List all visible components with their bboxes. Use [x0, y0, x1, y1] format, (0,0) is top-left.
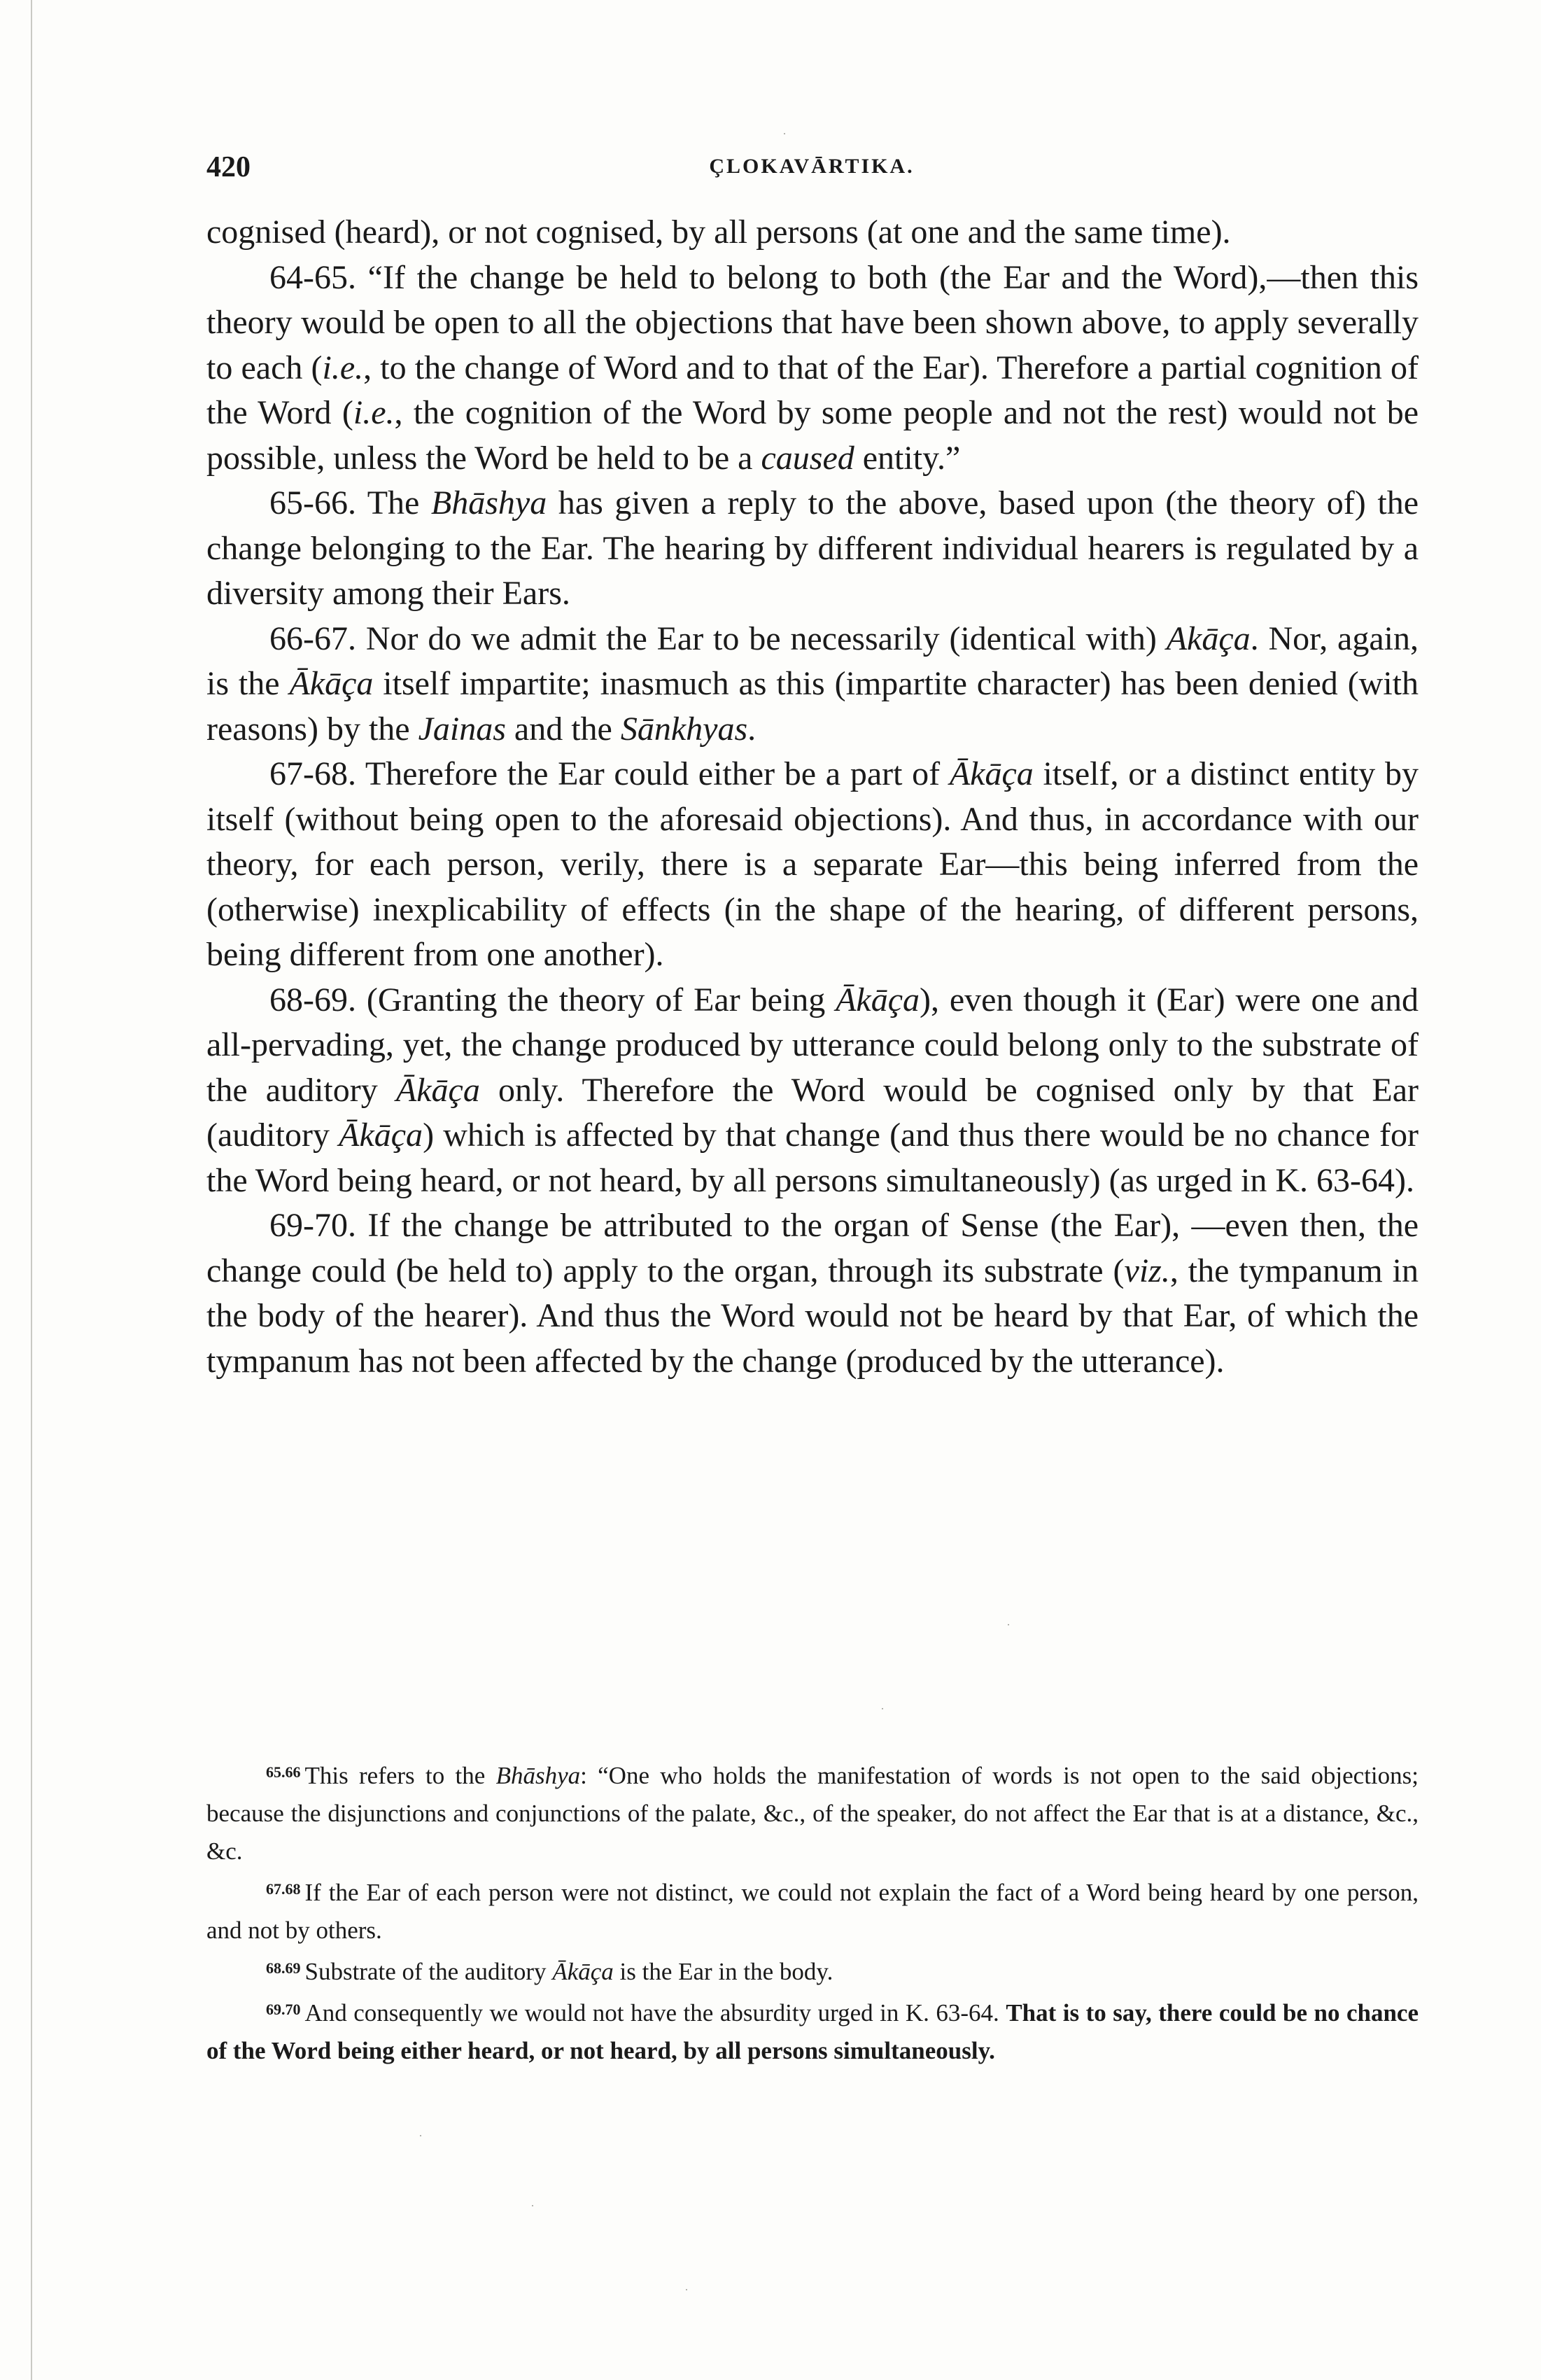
paragraph-text: has given a reply to the above, based upon (the theory of) the change belonging to the Ear. The hearing by different individual hearers is regulated by a diversity among their Ears.	[206, 484, 1419, 612]
scan-speck	[882, 1708, 883, 1709]
paragraph-text: . Nor, again, is the	[206, 620, 1419, 702]
italic-term: Ākāça	[395, 1071, 480, 1109]
verse-number: 68-69.	[269, 981, 356, 1018]
italic-term: Bhāshya	[430, 484, 547, 522]
scan-speck	[1008, 1624, 1009, 1625]
paragraph-65-66	[206, 481, 1419, 617]
paragraph-text: , the cognition of the Word by some people and not the rest) would not be possible, unless the Word be held to be a	[206, 394, 1419, 477]
paragraph-text: ), even though it (Ear) were one and all-pervading, yet, the change produced by utterance could belong only to the substrate of the auditory	[206, 981, 1419, 1109]
verse-number: 64-65.	[269, 258, 356, 296]
footnote-marker: 69.70	[266, 2001, 301, 2018]
paragraph-continuation	[206, 210, 1419, 255]
footnote-marker: 68.69	[266, 1959, 301, 1977]
footnote-68-69	[206, 1949, 1419, 1991]
footnote-text: If the Ear of each person were not distinct, we could not explain the fact of a Word being heard by one person, and not by others.	[206, 1879, 1419, 1944]
paragraph-67-68	[206, 752, 1419, 978]
italic-term: Ākāça	[289, 665, 374, 702]
italic-term: Jainas	[418, 710, 506, 748]
page-number: 420	[206, 151, 251, 183]
verse-number: 69-70.	[269, 1207, 356, 1244]
paragraph-text: Therefore the Ear could either be a part of	[365, 755, 950, 792]
footnote-69-70	[206, 1991, 1419, 2070]
footnote-text: Substrate of the auditory	[304, 1958, 553, 1985]
footnote-67-68	[206, 1870, 1419, 1949]
paragraph-text: only. Therefore the Word would be cognised only by that Ear (auditory	[206, 1071, 1419, 1154]
scan-speck	[686, 2289, 687, 2290]
paragraph-text: , to the change of Word and to that of the Ear). Therefore a partial cognition of the Word (	[206, 349, 1419, 431]
main-text	[206, 210, 1419, 1384]
page-header	[206, 150, 1417, 192]
italic-term: Sānkhyas	[620, 710, 748, 748]
paragraph-text: The	[367, 484, 431, 522]
scan-speck	[420, 2135, 421, 2136]
paragraph-text: entity.”	[854, 439, 961, 477]
italic-term: Ākāça	[339, 1116, 423, 1154]
italic-term: Ākāça	[836, 981, 920, 1018]
italic-term: i.e.	[353, 394, 395, 431]
paragraph-66-67	[206, 617, 1419, 752]
paragraph-64-65	[206, 255, 1419, 482]
paragraph-text: itself, or a distinct entity by itself (without being open to the aforesaid objections). And thus, in accordance with our theory, for each person, verily, there is a separate Ear—this being inferred from the (otherwise) inexplicability of effects (in the shape of the hearing, of different persons, being different from one another).	[206, 755, 1419, 973]
paragraph-text: cognised (heard), or not cognised, by all persons (at one and the same time).	[206, 214, 1231, 251]
paragraph-68-69	[206, 978, 1419, 1204]
verse-number: 66-67.	[269, 620, 356, 657]
running-title: ÇLOKAVĀRTIKA.	[709, 155, 915, 178]
italic-term: caused	[761, 439, 854, 477]
verse-number: 67-68.	[269, 755, 356, 792]
footnote-text: : “One who holds the manifestation of words is not open to the said objections; because the disjunctions and conjunctions of the palate, &c., of the speaker, do not affect the Ear that is at a distance, &c., &c.	[206, 1762, 1419, 1865]
footnote-text: And consequently we would not have the absurdity urged in K. 63-64.	[304, 1999, 999, 2026]
paragraph-text: ) which is affected by that change (and thus there would be no chance for the Word being heard, or not heard, by all persons simultaneously) (as urged in K. 63-64).	[206, 1116, 1419, 1199]
italic-term: Bhāshya	[495, 1762, 581, 1789]
footnote-marker: 65.66	[266, 1763, 301, 1781]
italic-term: i.e.	[322, 349, 364, 386]
paragraph-text: (Granting the theory of Ear being	[366, 981, 836, 1018]
paragraph-text: , the tympanum in the body of the hearer). And thus the Word would not be heard by that Ear, of which the tympanum has not been affected by the change (produced by the utterance).	[206, 1252, 1419, 1380]
paragraph-text: Nor do we admit the Ear to be necessarily (identical with)	[365, 620, 1167, 657]
paragraph-text: “If the change be held to belong to both (the Ear and the Word),—then this theory would be open to all the objections that have been shown above, to apply severally to each (	[206, 258, 1419, 386]
scan-speck	[784, 133, 785, 134]
paragraph-69-70	[206, 1203, 1419, 1384]
italic-term: viz.	[1124, 1252, 1170, 1289]
scan-speck	[532, 2205, 533, 2206]
italic-term: Akāça	[1166, 620, 1251, 657]
footnotes	[206, 1754, 1419, 2070]
paragraph-text: itself impartite; inasmuch as this (impartite character) has been denied (with reasons) by the	[206, 665, 1419, 748]
footnote-text: This refers to the	[304, 1762, 496, 1789]
footnote-marker: 67.68	[266, 1880, 301, 1898]
verse-number: 65-66.	[269, 484, 356, 522]
footnote-text: is the Ear in the body.	[613, 1958, 833, 1985]
page-edge-rule	[31, 0, 32, 2380]
paragraph-text: .	[747, 710, 757, 748]
paragraph-text: If the change be attributed to the organ of Sense (the Ear), —even then, the change could (be held to) apply to the organ, through its substrate (	[206, 1207, 1419, 1289]
italic-term: Ākāça	[949, 755, 1034, 792]
footnote-bold-text: That is to say, there could be no chance of the Word being either heard, or not heard, by all persons simultaneously.	[206, 1999, 1419, 2064]
paragraph-text: and the	[505, 710, 621, 748]
footnote-65-66	[206, 1754, 1419, 1870]
italic-term: Ākāça	[552, 1958, 614, 1985]
